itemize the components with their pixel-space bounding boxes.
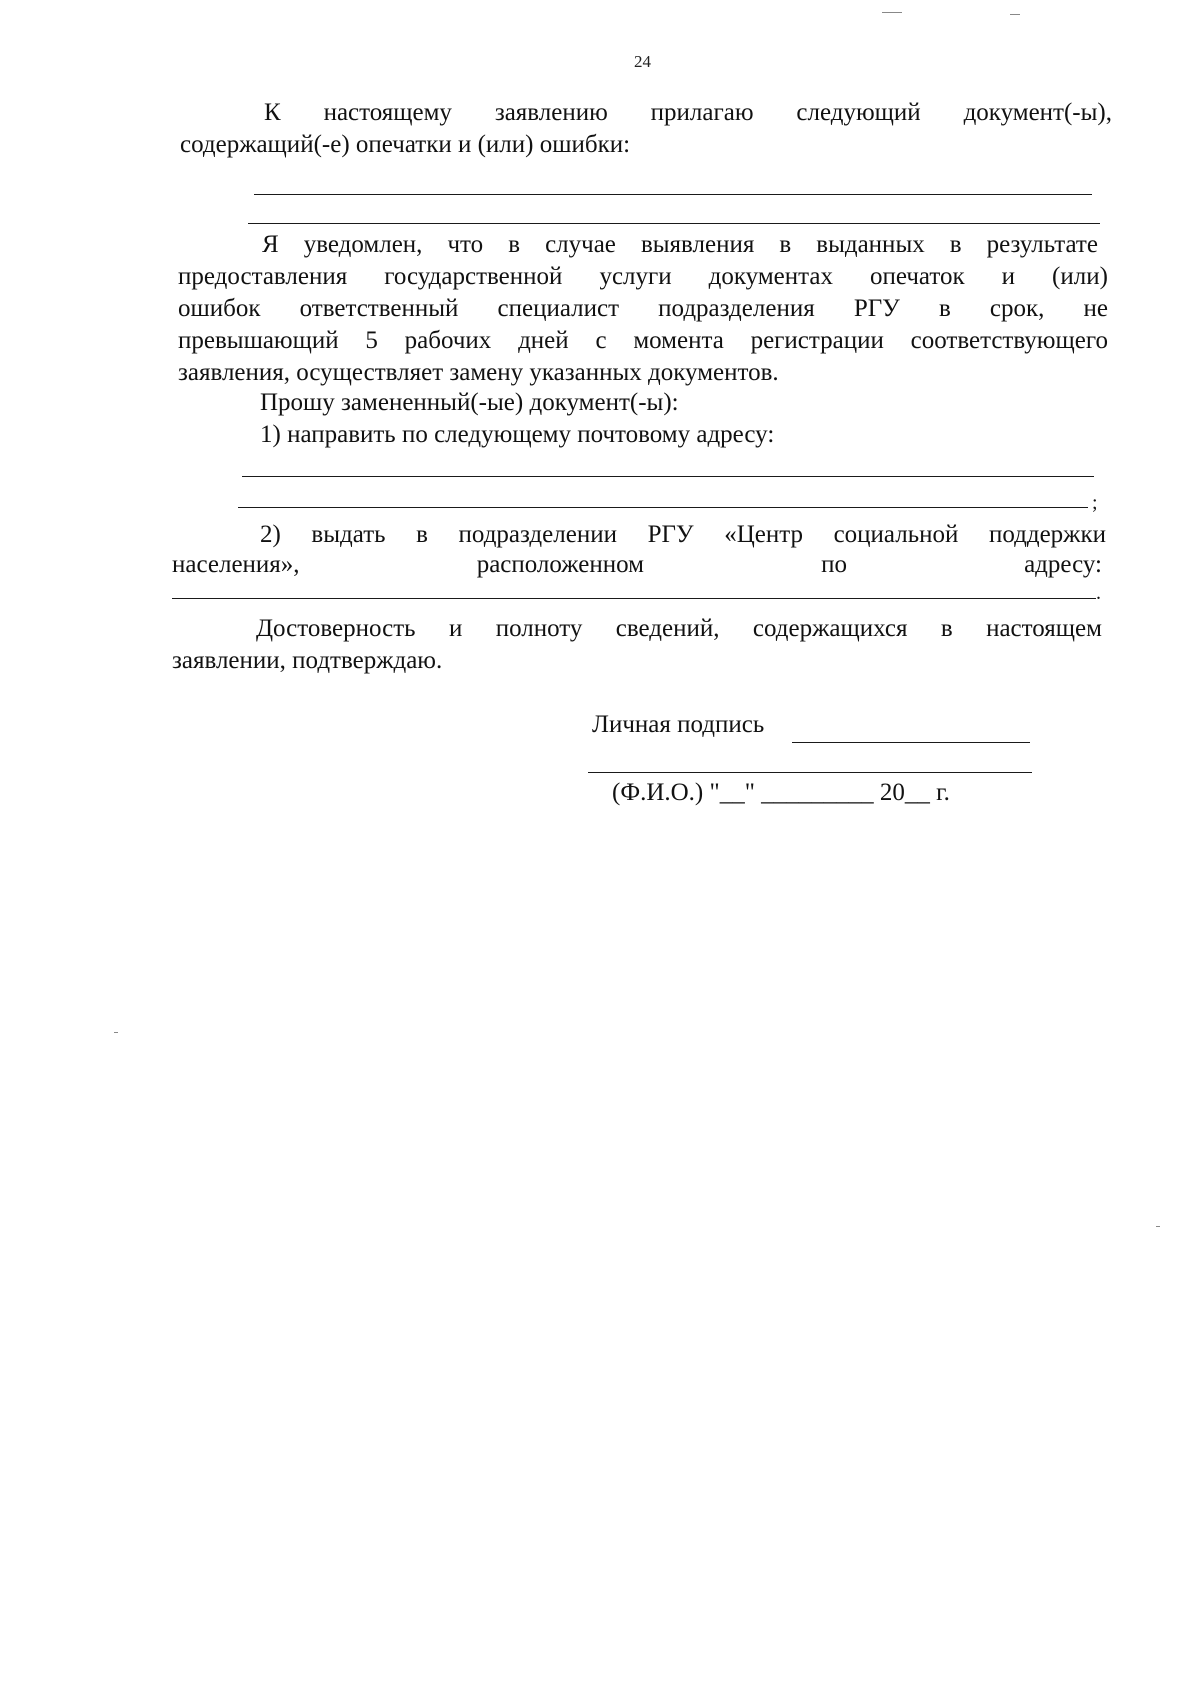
word: выдать: [311, 521, 386, 548]
word: уведомлен,: [303, 231, 423, 258]
word: опечаток: [870, 263, 965, 290]
fio-field[interactable]: [588, 772, 1032, 773]
confirmation-line-2: заявлении, подтверждаю.: [172, 647, 443, 674]
postal-address-line-1[interactable]: [242, 476, 1094, 477]
word: момента: [633, 327, 724, 354]
word: подразделения: [658, 295, 815, 322]
word: срок,: [989, 295, 1045, 322]
request-option-2-line-2: [172, 550, 1102, 580]
word: содержащихся: [752, 615, 908, 642]
word: следующий: [796, 99, 921, 126]
word: и: [1001, 263, 1016, 290]
word: полноту: [495, 615, 583, 642]
scan-mark: [1010, 14, 1020, 15]
word: Достоверность: [256, 615, 416, 642]
word: превышающий: [178, 327, 339, 354]
rgu-address-line[interactable]: [172, 598, 1096, 599]
fio-date-line: (Ф.И.О.) "__" _________ 20__ г.: [612, 779, 950, 806]
word: государственной: [384, 263, 563, 290]
notice-line-4: [178, 326, 1108, 356]
word: документах: [708, 263, 833, 290]
word: что: [447, 231, 484, 258]
word: не: [1083, 295, 1108, 322]
word: ответственный: [299, 295, 459, 322]
notice-line-1: [262, 230, 1098, 260]
word: расположенном: [476, 551, 644, 578]
postal-address-line-2[interactable]: [238, 507, 1088, 508]
confirmation-line-1: [256, 614, 1102, 644]
word: документ(-ы),: [963, 99, 1112, 126]
attachments-line-2: содержащий(-е) опечатки и (или) ошибки:: [180, 131, 631, 158]
word: РГУ: [853, 295, 900, 322]
word: услуги: [599, 263, 672, 290]
request-option-1: 1) направить по следующему почтовому адресу:: [260, 421, 775, 448]
page-number: 24: [634, 52, 651, 71]
word: 5: [365, 327, 378, 354]
word: К: [264, 99, 281, 126]
word: РГУ: [647, 521, 694, 548]
word: результате: [986, 231, 1098, 258]
word: по: [821, 551, 847, 578]
attachments-line-1: [264, 98, 1112, 128]
attachment-blank-line-1[interactable]: [254, 194, 1092, 195]
word: «Центр: [724, 521, 803, 548]
signature-label: Личная подпись: [592, 711, 765, 738]
word: адресу:: [1024, 551, 1102, 578]
word: в: [938, 295, 951, 322]
word: поддержки: [988, 521, 1106, 548]
word: (или): [1052, 263, 1108, 290]
word: дней: [518, 327, 569, 354]
word: с: [595, 327, 607, 354]
request-line: Прошу замененный(-ые) документ(-ы):: [260, 389, 679, 416]
word: рабочих: [404, 327, 492, 354]
word: в: [416, 521, 428, 548]
word: и: [448, 615, 463, 642]
notice-line-3: [178, 294, 1108, 324]
request-option-2-line-1: [260, 520, 1106, 550]
word: подразделении: [458, 521, 617, 548]
word: прилагаю: [650, 99, 754, 126]
signature-field[interactable]: [792, 742, 1030, 743]
word: в: [779, 231, 792, 258]
scan-mark: [114, 1032, 118, 1033]
word: в: [508, 231, 521, 258]
word: случае: [545, 231, 616, 258]
word: выданных: [816, 231, 925, 258]
word: населения»,: [172, 551, 300, 578]
word: настоящему: [323, 99, 452, 126]
notice-line-5: заявления, осуществляет замену указанных документов.: [178, 359, 779, 386]
word: выявления: [640, 231, 755, 258]
word: 2): [260, 521, 281, 548]
scan-mark: [1156, 1226, 1160, 1227]
word: предоставления: [178, 263, 348, 290]
word: регистрации: [750, 327, 884, 354]
rgu-address-end: .: [1096, 582, 1101, 604]
scan-mark: [882, 12, 902, 13]
postal-address-end: ;: [1092, 492, 1098, 514]
word: соответствующего: [910, 327, 1108, 354]
attachment-blank-line-2[interactable]: [248, 223, 1100, 224]
word: настоящем: [986, 615, 1102, 642]
word: в: [940, 615, 953, 642]
word: сведений,: [615, 615, 720, 642]
word: социальной: [833, 521, 959, 548]
word: заявлению: [494, 99, 608, 126]
word: Я: [262, 231, 279, 258]
word: специалист: [497, 295, 620, 322]
notice-line-2: [178, 262, 1108, 292]
word: в: [949, 231, 962, 258]
word: ошибок: [178, 295, 261, 322]
